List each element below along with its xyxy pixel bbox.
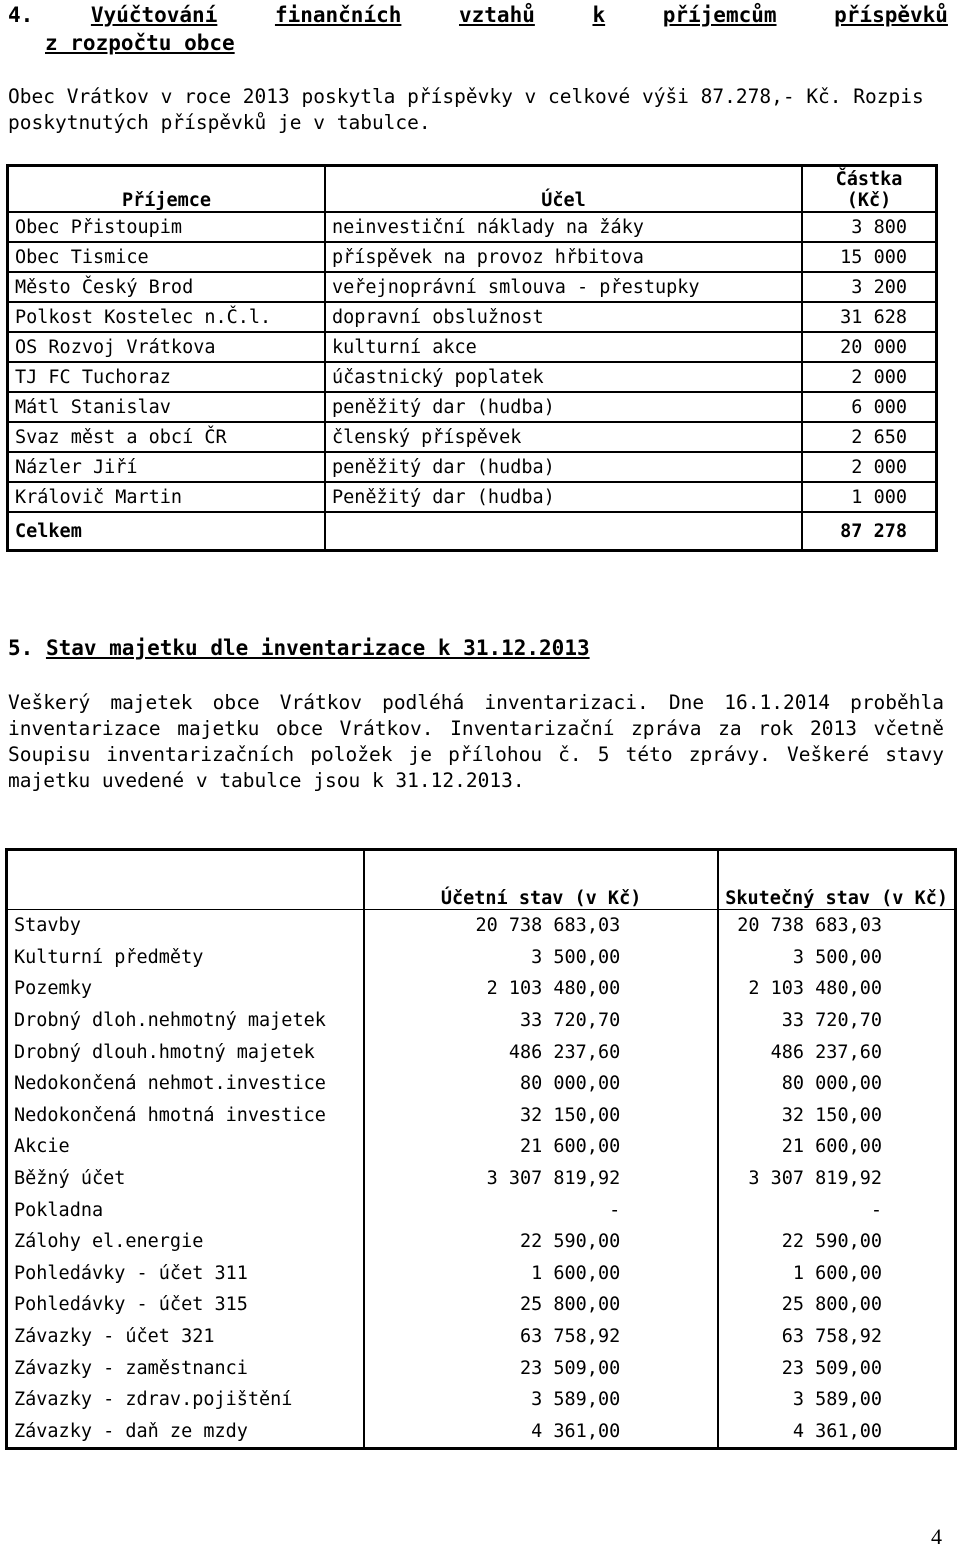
table-row — [8, 452, 937, 482]
table-row — [7, 1163, 956, 1195]
heading-word: 4. — [8, 3, 34, 27]
cell-item: Drobný dloh.nehmotný majetek — [7, 1005, 364, 1037]
cell-purpose: dopravní obslužnost — [325, 302, 802, 332]
page-number: 4 — [931, 1524, 942, 1549]
cell-amount: 1 000 — [802, 482, 937, 512]
cell-item: Pokladna — [7, 1194, 364, 1226]
table-row — [7, 1352, 956, 1384]
table-row — [7, 1194, 956, 1226]
cell-purpose: peněžitý dar (hudba) — [325, 392, 802, 422]
cell-recipient: Královič Martin — [8, 482, 326, 512]
table-row — [7, 1226, 956, 1258]
section-5-number: 5. — [8, 636, 34, 660]
heading-word: příspěvků — [834, 3, 948, 27]
cell-book-value: 2 103 480,00 — [364, 973, 718, 1005]
table-row — [7, 910, 956, 942]
cell-purpose: kulturní akce — [325, 332, 802, 362]
col-header-item — [7, 850, 364, 910]
heading-word: k — [592, 3, 606, 27]
section-4-heading-line2: z rozpočtu obce — [45, 31, 235, 55]
cell-item: Nedokončená nehmot.investice — [7, 1068, 364, 1100]
total-empty-cell — [325, 512, 802, 551]
cell-purpose: příspěvek na provoz hřbitova — [325, 242, 802, 272]
cell-recipient: Město Český Brod — [8, 272, 326, 302]
cell-item: Pohledávky - účet 315 — [7, 1289, 364, 1321]
cell-actual-value: 486 237,60 — [718, 1036, 955, 1068]
table-row — [8, 272, 937, 302]
cell-actual-value: 32 150,00 — [718, 1100, 955, 1132]
cell-book-value: 1 600,00 — [364, 1258, 718, 1290]
cell-amount: 6 000 — [802, 392, 937, 422]
table-row — [7, 1131, 956, 1163]
cell-book-value: 486 237,60 — [364, 1036, 718, 1068]
total-label: Celkem — [8, 512, 326, 551]
cell-item: Akcie — [7, 1131, 364, 1163]
table-row — [7, 973, 956, 1005]
cell-book-value: 63 758,92 — [364, 1321, 718, 1353]
cell-item: Závazky - zdrav.pojištění — [7, 1384, 364, 1416]
total-amount: 87 278 — [802, 512, 937, 551]
table-row — [7, 1258, 956, 1290]
heading-word: vztahů — [459, 3, 535, 27]
cell-item: Běžný účet — [7, 1163, 364, 1195]
cell-actual-value: 63 758,92 — [718, 1321, 955, 1353]
cell-book-value: 80 000,00 — [364, 1068, 718, 1100]
cell-purpose: členský příspěvek — [325, 422, 802, 452]
table-total-row — [8, 512, 937, 551]
contributions-table-body — [8, 212, 937, 512]
section-4-heading — [8, 1, 948, 57]
table-header-row — [7, 850, 956, 910]
cell-actual-value: 2 103 480,00 — [718, 973, 955, 1005]
cell-book-value: 20 738 683,03 — [364, 910, 718, 942]
cell-book-value: - — [364, 1194, 718, 1226]
cell-purpose: účastnický poplatek — [325, 362, 802, 392]
cell-book-value: 21 600,00 — [364, 1131, 718, 1163]
cell-actual-value: 3 589,00 — [718, 1384, 955, 1416]
contributions-paragraph: Obec Vrátkov v roce 2013 poskytla příspěvky v celkové výši 87.278,- Kč. Rozpis poskytnutých příspěvků je v tabulce. — [8, 85, 924, 134]
cell-recipient: Obec Tismice — [8, 242, 326, 272]
cell-recipient: Polkost Kostelec n.Č.l. — [8, 302, 326, 332]
cell-item: Závazky - daň ze mzdy — [7, 1416, 364, 1449]
table-row — [8, 212, 937, 242]
cell-amount: 2 000 — [802, 452, 937, 482]
cell-actual-value: 1 600,00 — [718, 1258, 955, 1290]
cell-actual-value: - — [718, 1194, 955, 1226]
table-row — [8, 302, 937, 332]
col-header-amount: Částka (Kč) — [802, 166, 937, 213]
cell-actual-value: 4 361,00 — [718, 1416, 955, 1449]
cell-item: Zálohy el.energie — [7, 1226, 364, 1258]
assets-table — [5, 848, 957, 1450]
cell-purpose: neinvestiční náklady na žáky — [325, 212, 802, 242]
cell-purpose: peněžitý dar (hudba) — [325, 452, 802, 482]
cell-book-value: 3 307 819,92 — [364, 1163, 718, 1195]
table-row — [8, 422, 937, 452]
cell-amount: 15 000 — [802, 242, 937, 272]
cell-recipient: TJ FC Tuchoraz — [8, 362, 326, 392]
table-row — [8, 332, 937, 362]
table-row — [8, 392, 937, 422]
section-4-heading-line1 — [8, 1, 948, 29]
cell-item: Stavby — [7, 910, 364, 942]
cell-book-value: 33 720,70 — [364, 1005, 718, 1037]
cell-actual-value: 21 600,00 — [718, 1131, 955, 1163]
table-header-row — [8, 166, 937, 213]
table-row — [7, 1321, 956, 1353]
table-row — [7, 1416, 956, 1449]
cell-actual-value: 33 720,70 — [718, 1005, 955, 1037]
table-row — [7, 1384, 956, 1416]
cell-item: Drobný dlouh.hmotný majetek — [7, 1036, 364, 1068]
cell-book-value: 32 150,00 — [364, 1100, 718, 1132]
cell-recipient: Svaz měst a obcí ČR — [8, 422, 326, 452]
cell-book-value: 23 509,00 — [364, 1352, 718, 1384]
cell-item: Kulturní předměty — [7, 942, 364, 974]
cell-purpose: Peněžitý dar (hudba) — [325, 482, 802, 512]
cell-amount: 31 628 — [802, 302, 937, 332]
cell-actual-value: 3 500,00 — [718, 942, 955, 974]
cell-actual-value: 23 509,00 — [718, 1352, 955, 1384]
table-row — [8, 242, 937, 272]
contributions-table — [6, 164, 938, 552]
cell-item: Pohledávky - účet 311 — [7, 1258, 364, 1290]
cell-item: Pozemky — [7, 973, 364, 1005]
assets-table-body — [7, 910, 956, 1449]
cell-book-value: 3 589,00 — [364, 1384, 718, 1416]
section-5-heading — [8, 634, 590, 662]
col-header-purpose: Účel — [325, 166, 802, 213]
cell-recipient: Názler Jiří — [8, 452, 326, 482]
cell-actual-value: 25 800,00 — [718, 1289, 955, 1321]
table-row — [7, 1005, 956, 1037]
table-row — [7, 1068, 956, 1100]
table-row — [8, 482, 937, 512]
table-row — [7, 942, 956, 974]
heading-word: finančních — [274, 3, 402, 27]
cell-recipient: Mátl Stanislav — [8, 392, 326, 422]
cell-amount: 20 000 — [802, 332, 937, 362]
heading-word: příjemcům — [662, 3, 777, 27]
section-5-title: Stav majetku dle inventarizace k 31.12.2013 — [45, 636, 590, 660]
inventory-paragraph: Veškerý majetek obce Vrátkov podléhá inventarizaci. Dne 16.1.2014 proběhla inventarizace majetku obce Vrátkov. Inventarizační zpráva za rok 2013 včetně Soupisu inventarizačních položek je přílohou č. 5 této zprávy. Veškeré stavy majetku uvedené v tabulce jsou k 31.12.2013. — [8, 691, 944, 792]
cell-book-value: 25 800,00 — [364, 1289, 718, 1321]
cell-item: Závazky - účet 321 — [7, 1321, 364, 1353]
cell-item: Závazky - zaměstnanci — [7, 1352, 364, 1384]
cell-amount: 2 000 — [802, 362, 937, 392]
col-header-actual-value: Skutečný stav (v Kč) — [718, 850, 955, 910]
col-header-book-value: Účetní stav (v Kč) — [364, 850, 718, 910]
cell-amount: 2 650 — [802, 422, 937, 452]
cell-actual-value: 22 590,00 — [718, 1226, 955, 1258]
cell-actual-value: 3 307 819,92 — [718, 1163, 955, 1195]
cell-purpose: veřejnoprávní smlouva - přestupky — [325, 272, 802, 302]
table-row — [7, 1289, 956, 1321]
cell-item: Nedokončená hmotná investice — [7, 1100, 364, 1132]
table-row — [7, 1036, 956, 1068]
cell-recipient: OS Rozvoj Vrátkova — [8, 332, 326, 362]
cell-amount: 3 200 — [802, 272, 937, 302]
cell-recipient: Obec Přistoupim — [8, 212, 326, 242]
heading-word: Vyúčtování — [90, 3, 218, 27]
cell-actual-value: 20 738 683,03 — [718, 910, 955, 942]
cell-actual-value: 80 000,00 — [718, 1068, 955, 1100]
cell-book-value: 3 500,00 — [364, 942, 718, 974]
table-row — [7, 1100, 956, 1132]
table-row — [8, 362, 937, 392]
cell-book-value: 4 361,00 — [364, 1416, 718, 1449]
cell-book-value: 22 590,00 — [364, 1226, 718, 1258]
cell-amount: 3 800 — [802, 212, 937, 242]
col-header-recipient: Příjemce — [8, 166, 326, 213]
